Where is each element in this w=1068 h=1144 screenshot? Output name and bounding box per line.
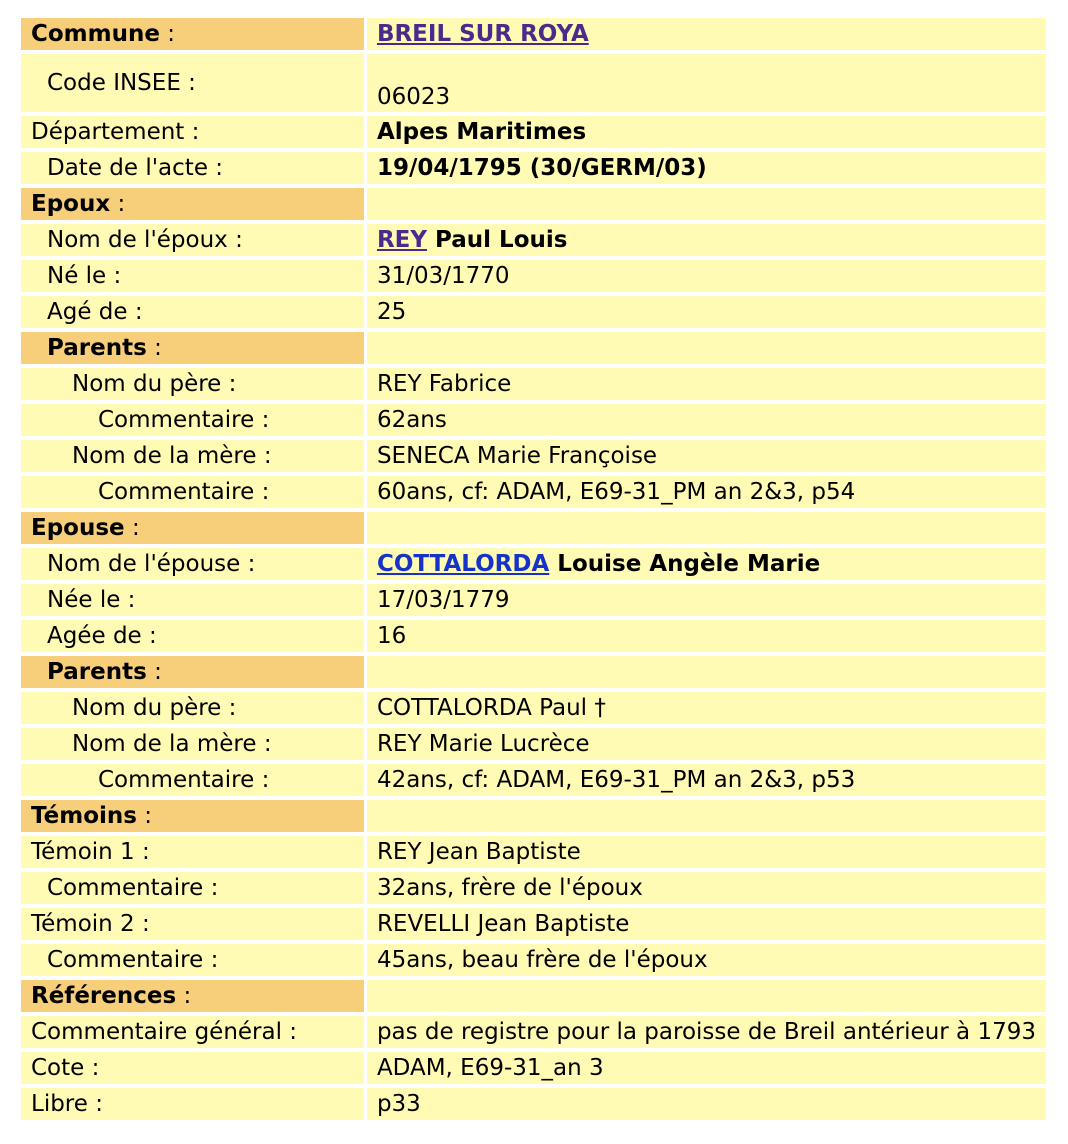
age-epouse-label: Agée de : [21, 620, 364, 652]
section-parents-epoux [21, 332, 1046, 364]
temoin-1-label: Témoin 1 : [21, 836, 364, 868]
epouse-surname-link[interactable]: COTTALORDA [376, 551, 550, 577]
age-epouse-value: 16 [367, 620, 1046, 652]
commentaire-general-value: pas de registre pour la paroisse de Breil antérieur à 1793 [367, 1016, 1046, 1048]
age-epoux-value: 25 [367, 296, 1046, 328]
row-nee-le [21, 584, 1046, 616]
mere-epouse-comment-label: Commentaire : [21, 764, 364, 796]
mere-epouse-value: REY Marie Lucrèce [367, 728, 1046, 760]
departement-value: Alpes Maritimes [367, 116, 1046, 148]
row-nom-epoux [21, 224, 1046, 256]
row-temoin-2-comment [21, 944, 1046, 976]
pere-epouse-label: Nom du père : [21, 692, 364, 724]
mere-epoux-label: Nom de la mère : [21, 440, 364, 472]
epouse-section-label: Epouse : [21, 512, 364, 544]
ne-le-label: Né le : [21, 260, 364, 292]
mere-epoux-value: SENECA Marie Françoise [367, 440, 1046, 472]
temoin-1-value: REY Jean Baptiste [367, 836, 1046, 868]
ne-le-value: 31/03/1770 [367, 260, 1046, 292]
acte-record-table [18, 14, 1049, 1124]
epoux-surname-link[interactable]: REY [376, 227, 428, 253]
libre-value: p33 [367, 1088, 1046, 1120]
row-age-epoux [21, 296, 1046, 328]
pere-epoux-comment-label: Commentaire : [21, 404, 364, 436]
date-acte-label: Date de l'acte : [21, 152, 364, 184]
pere-epouse-value: COTTALORDA Paul † [367, 692, 1046, 724]
temoin-2-value: REVELLI Jean Baptiste [367, 908, 1046, 940]
cote-label: Cote : [21, 1052, 364, 1084]
row-ne-le [21, 260, 1046, 292]
departement-label: Département : [21, 116, 364, 148]
row-temoin-2 [21, 908, 1046, 940]
epoux-section-label: Epoux : [21, 188, 364, 220]
code-insee-label: Code INSEE : [21, 54, 364, 112]
pere-epoux-label: Nom du père : [21, 368, 364, 400]
libre-label: Libre : [21, 1088, 364, 1120]
pere-epoux-value: REY Fabrice [367, 368, 1046, 400]
row-departement [21, 116, 1046, 148]
temoins-section-label: Témoins : [21, 800, 364, 832]
section-epouse [21, 512, 1046, 544]
row-temoin-1-comment [21, 872, 1046, 904]
section-epoux [21, 188, 1046, 220]
temoin-2-comment-value: 45ans, beau frère de l'époux [367, 944, 1046, 976]
temoin-2-comment-label: Commentaire : [21, 944, 364, 976]
row-pere-epoux [21, 368, 1046, 400]
row-mere-epoux-comment [21, 476, 1046, 508]
cote-value: ADAM, E69-31_an 3 [367, 1052, 1046, 1084]
mere-epoux-comment-value: 60ans, cf: ADAM, E69-31_PM an 2&3, p54 [367, 476, 1046, 508]
commune-value-cell [367, 18, 1046, 50]
epouse-given-names: Louise Angèle Marie [549, 551, 821, 577]
parents-epoux-label: Parents : [21, 332, 364, 364]
row-date-acte [21, 152, 1046, 184]
references-section-spacer [367, 980, 1046, 1012]
pere-epoux-comment-value: 62ans [367, 404, 1046, 436]
commune-label: Commune [31, 21, 160, 47]
section-references [21, 980, 1046, 1012]
row-cote [21, 1052, 1046, 1084]
parents-epouse-spacer [367, 656, 1046, 688]
nom-epoux-label: Nom de l'époux : [21, 224, 364, 256]
commune-label-cell: Commune : [21, 18, 364, 50]
mere-epouse-comment-value: 42ans, cf: ADAM, E69-31_PM an 2&3, p53 [367, 764, 1046, 796]
temoin-2-label: Témoin 2 : [21, 908, 364, 940]
epoux-given-names: Paul Louis [427, 227, 568, 253]
row-mere-epoux [21, 440, 1046, 472]
section-parents-epouse [21, 656, 1046, 688]
nom-epouse-value [367, 548, 1046, 580]
age-epoux-label: Agé de : [21, 296, 364, 328]
date-acte-value: 19/04/1795 (30/GERM/03) [367, 152, 1046, 184]
row-pere-epoux-comment [21, 404, 1046, 436]
references-section-label: Références : [21, 980, 364, 1012]
temoin-1-comment-value: 32ans, frère de l'époux [367, 872, 1046, 904]
row-age-epouse [21, 620, 1046, 652]
row-commentaire-general [21, 1016, 1046, 1048]
temoin-1-comment-label: Commentaire : [21, 872, 364, 904]
row-temoin-1 [21, 836, 1046, 868]
parents-epoux-spacer [367, 332, 1046, 364]
epoux-section-spacer [367, 188, 1046, 220]
nee-le-label: Née le : [21, 584, 364, 616]
mere-epouse-label: Nom de la mère : [21, 728, 364, 760]
parents-epouse-label: Parents : [21, 656, 364, 688]
commentaire-general-label: Commentaire général : [21, 1016, 364, 1048]
mere-epoux-comment-label: Commentaire : [21, 476, 364, 508]
commune-link[interactable]: BREIL SUR ROYA [376, 21, 589, 47]
row-mere-epouse [21, 728, 1046, 760]
row-code-insee [21, 54, 1046, 112]
row-commune [21, 18, 1046, 50]
row-mere-epouse-comment [21, 764, 1046, 796]
temoins-section-spacer [367, 800, 1046, 832]
nom-epoux-value [367, 224, 1046, 256]
section-temoins [21, 800, 1046, 832]
row-nom-epouse [21, 548, 1046, 580]
row-libre [21, 1088, 1046, 1120]
code-insee-value: 06023 [367, 54, 1046, 112]
nee-le-value: 17/03/1779 [367, 584, 1046, 616]
nom-epouse-label: Nom de l'épouse : [21, 548, 364, 580]
epouse-section-spacer [367, 512, 1046, 544]
row-pere-epouse [21, 692, 1046, 724]
